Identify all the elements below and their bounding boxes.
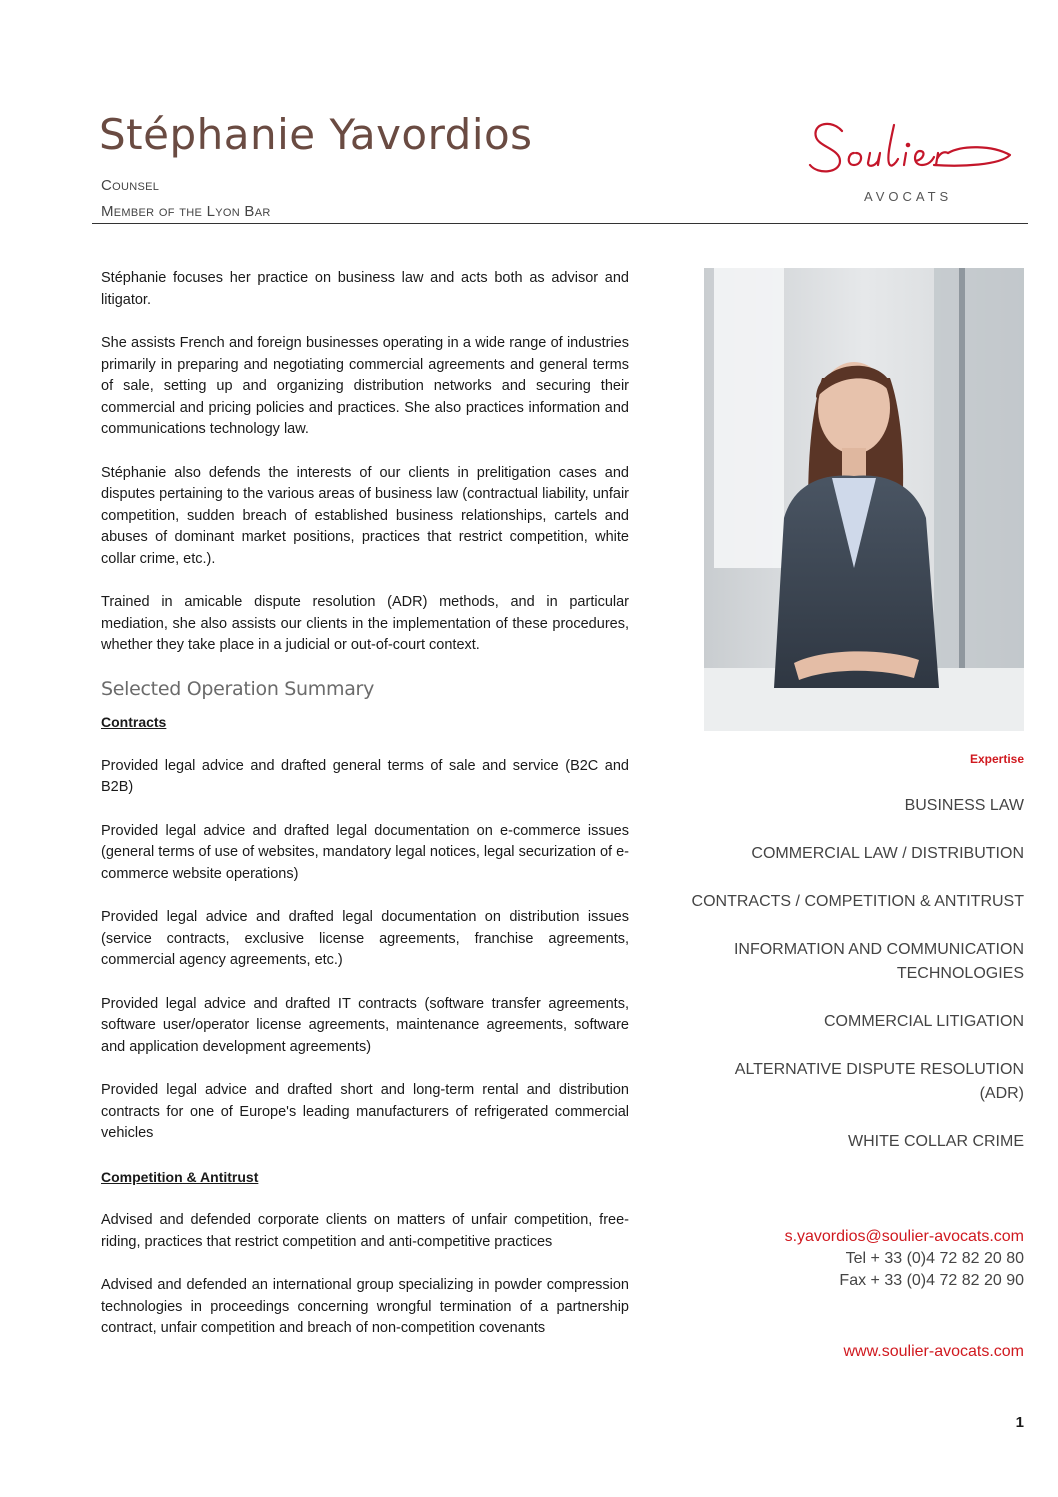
subsection-title-competition: Competition & Antitrust [101, 1168, 259, 1185]
logo-avocats-text: AVOCATS [864, 189, 953, 204]
profile-photo [704, 268, 1024, 731]
operation-item: Provided legal advice and drafted legal documentation on e-commerce issues (general terms of use of websites, mandatory legal notices, legal securization of e-commerce website operations) [101, 822, 629, 882]
expertise-item: CONTRACTS / COMPETITION & ANTITRUST [691, 893, 1024, 910]
fax-number: Fax + 33 (0)4 72 82 20 90 [839, 1272, 1024, 1289]
section-title: Selected Operation Summary [101, 677, 375, 700]
soulier-script-logo-icon [802, 115, 1022, 195]
contact-block [690, 1226, 1024, 1292]
email-link[interactable]: s.yavordios@soulier-avocats.com [784, 1228, 1024, 1245]
bar-membership: Member of the Lyon Bar [101, 203, 271, 220]
soulier-logo [802, 115, 1022, 210]
bio-paragraph: She assists French and foreign businesses operating in a wide range of industries primarily in preparing and negotiating commercial agreements and general terms of sale, setting up and organizing distribution networks and securing their commercial and pricing policies and practices. She also practices information and communications technology law. [101, 335, 629, 437]
operation-item: Provided legal advice and drafted legal documentation on distribution issues (service contracts, exclusive license agreements, franchise agreements, commercial agency agreements, etc.) [101, 909, 629, 968]
role-title: Counsel [101, 177, 160, 194]
expertise-item: COMMERCIAL LITIGATION [823, 1013, 1024, 1030]
header-divider [92, 223, 1028, 224]
expertise-heading: Expertise [969, 752, 1024, 766]
operation-item: Advised and defended an international group specializing in powder compression technologies in proceedings concerning wrongful termination of a partnership contract, unfair competition and breach of non-competition covenants [101, 1277, 629, 1336]
portrait-image [704, 268, 1024, 731]
bio-paragraph: Stéphanie focuses her practice on business law and acts both as advisor and litigator. [101, 270, 629, 308]
bio-paragraph: Trained in amicable dispute resolution (ADR) methods, and in particular mediation, she also assists our clients in the implementation of these procedures, whether they take place in a judicial or out-of-court context. [101, 594, 629, 653]
expertise-item: WHITE COLLAR CRIME [847, 1133, 1024, 1150]
person-name: Stéphanie Yavordios [99, 110, 533, 159]
website-link[interactable]: www.soulier-avocats.com [843, 1343, 1024, 1360]
operation-item: Advised and defended corporate clients on matters of unfair competition, free-riding, practices that restrict competition and anti-competitive practices [101, 1212, 629, 1250]
subsection-title-contracts: Contracts [101, 714, 167, 730]
expertise-item: COMMERCIAL LAW / DISTRIBUTION [751, 845, 1024, 862]
expertise-item: ALTERNATIVE DISPUTE RESOLUTION (ADR) [734, 1061, 1024, 1102]
expertise-item: INFORMATION AND COMMUNICATION TECHNOLOGIES [733, 941, 1024, 982]
expertise-item: BUSINESS LAW [904, 797, 1024, 814]
operation-item: Provided legal advice and drafted general terms of sale and service (B2C and B2B) [101, 757, 629, 795]
operation-item: Provided legal advice and drafted short and long-term rental and distribution contracts for one of Europe's leading manufacturers of refrigerated commercial vehicles [101, 1082, 629, 1141]
page-number: 1 [1015, 1414, 1024, 1431]
bio-paragraph: Stéphanie also defends the interests of our clients in prelitigation cases and disputes pertaining to the various areas of business law (contractual liability, unfair competition, sudden breach of established business relationships, cartels and abuses of dominant market positions, practices that restrict competition, white collar crime, etc.). [101, 464, 629, 567]
main-content [101, 268, 629, 1362]
phone-number: Tel + 33 (0)4 72 82 20 80 [845, 1250, 1024, 1267]
expertise-list [690, 794, 1024, 1178]
operation-item: Provided legal advice and drafted IT contracts (software transfer agreements, software user/operator license agreements, maintenance agreements, software and application development agreements) [101, 995, 629, 1055]
